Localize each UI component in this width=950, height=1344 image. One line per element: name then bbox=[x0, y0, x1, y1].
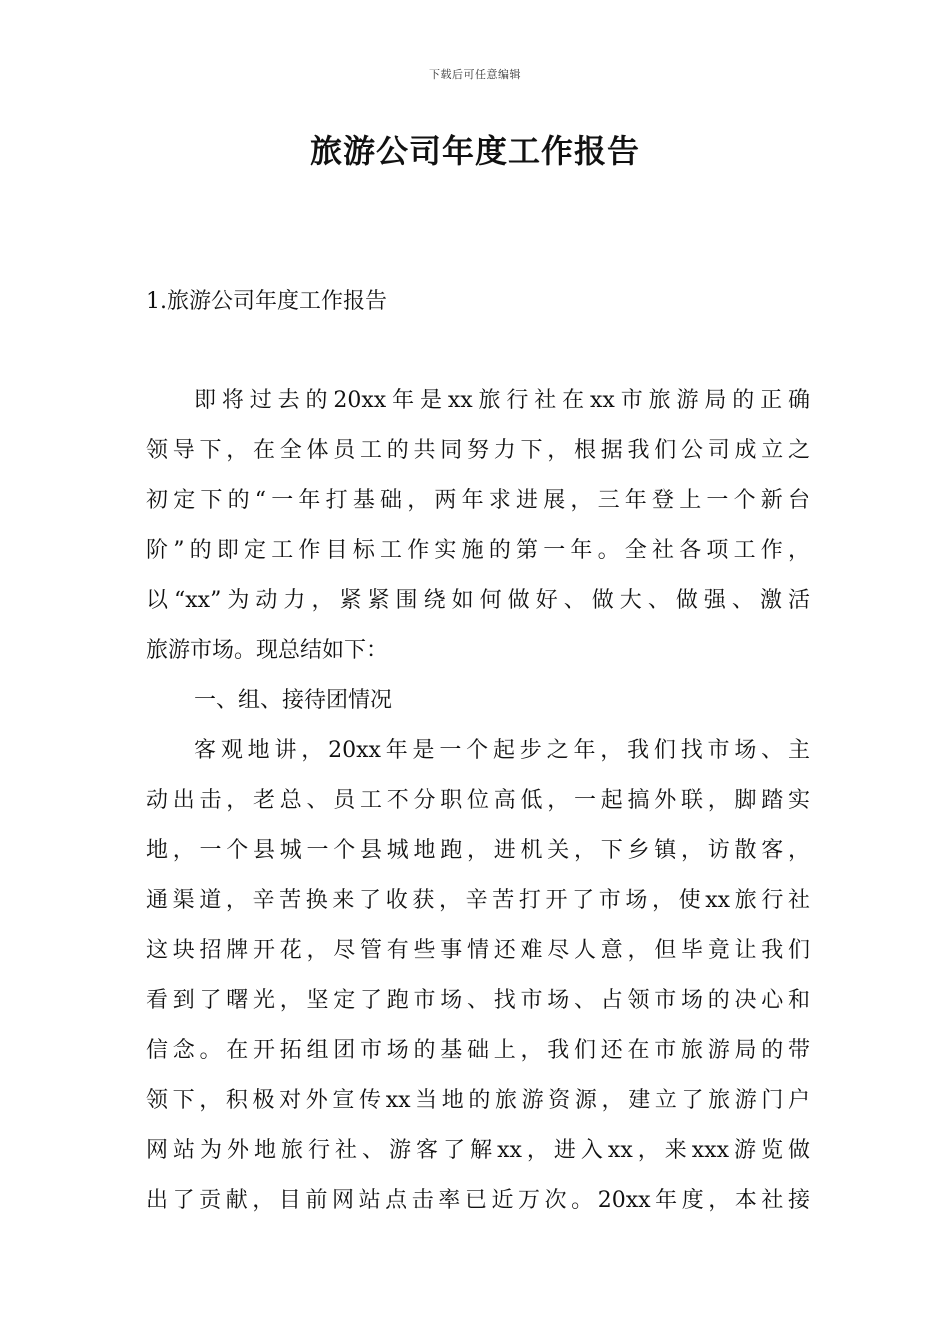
paragraph-line: 动出击，老总、员工不分职位高低，一起搞外联，脚踏实 bbox=[146, 788, 810, 813]
paragraph-line: 以“xx”为动力，紧紧围绕如何做好、做大、做强、激活 bbox=[146, 588, 810, 613]
paragraph-line: 领下，积极对外宣传xx当地的旅游资源，建立了旅游门户 bbox=[146, 1088, 810, 1113]
paragraph-line: 通渠道，辛苦换来了收获，辛苦打开了市场，使xx旅行社 bbox=[146, 888, 810, 913]
paragraph-line: 领导下，在全体员工的共同努力下，根据我们公司成立之 bbox=[146, 438, 810, 463]
section-heading: 1.旅游公司年度工作报告 bbox=[146, 289, 387, 314]
paragraph-line: 这块招牌开花，尽管有些事情还难尽人意，但毕竟让我们 bbox=[146, 938, 810, 963]
body-text bbox=[146, 376, 810, 1226]
paragraph-line: 出了贡献，目前网站点击率已近万次。20xx年度，本社接 bbox=[146, 1188, 810, 1213]
paragraph-line: 地，一个县城一个县城地跑，进机关，下乡镇，访散客， bbox=[146, 838, 810, 863]
paragraph-line: 初定下的“一年打基础，两年求进展，三年登上一个新台 bbox=[146, 488, 810, 513]
paragraph-line: 旅游市场。现总结如下： bbox=[146, 638, 389, 663]
paragraph-line: 网站为外地旅行社、游客了解xx，进入xx，来xxx游览做 bbox=[146, 1138, 810, 1163]
paragraph-line: 看到了曙光，坚定了跑市场、找市场、占领市场的决心和 bbox=[146, 988, 810, 1013]
subheading-line: 一、组、接待团情况 bbox=[194, 688, 393, 713]
document-title: 旅游公司年度工作报告 bbox=[309, 132, 640, 170]
paragraph-line: 即将过去的20xx年是xx旅行社在xx市旅游局的正确 bbox=[194, 388, 810, 413]
paragraph-line: 信念。在开拓组团市场的基础上，我们还在市旅游局的带 bbox=[146, 1038, 810, 1063]
paragraph-line: 阶”的即定工作目标工作实施的第一年。全社各项工作， bbox=[146, 538, 810, 563]
header-note: 下载后可任意编辑 bbox=[429, 68, 521, 81]
paragraph-line: 客观地讲，20xx年是一个起步之年，我们找市场、主 bbox=[194, 738, 810, 763]
